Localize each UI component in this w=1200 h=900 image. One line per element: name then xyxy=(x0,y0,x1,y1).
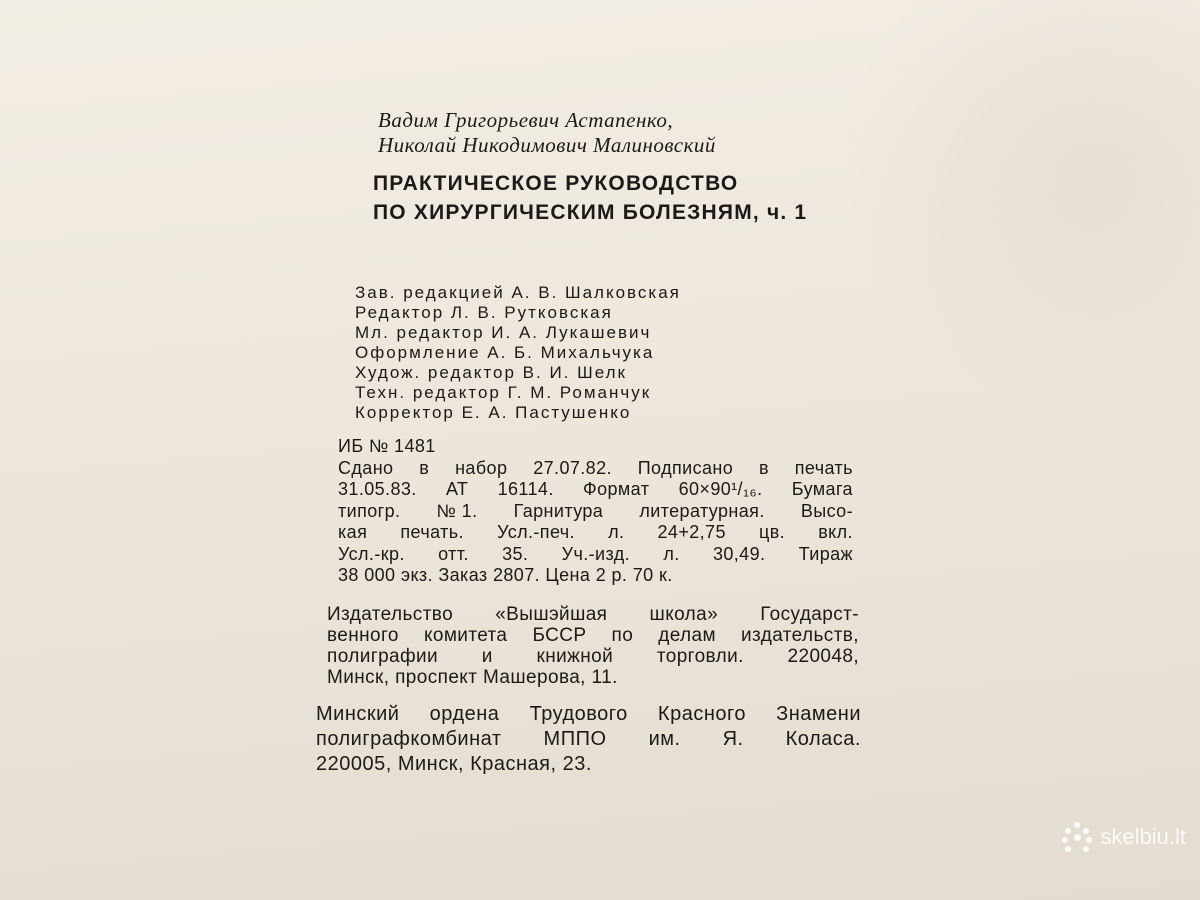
imprint-line xyxy=(338,544,853,566)
publisher-word: и xyxy=(481,646,493,667)
printer-word: полиграфкомбинат xyxy=(316,728,502,750)
imprint-word: Подписано xyxy=(637,457,734,478)
publisher-word: 220048, xyxy=(787,646,859,667)
imprint-word: Усл.-печ. xyxy=(497,522,575,542)
imprint-word: в xyxy=(758,457,769,478)
printer-word: Коласа. xyxy=(785,728,861,750)
publisher-word: Издательство xyxy=(327,604,454,625)
publisher-last-line: Минск, проспект Машерова, 11. xyxy=(327,667,618,688)
printer-word: Я. xyxy=(722,728,744,750)
publisher-line xyxy=(327,625,859,646)
title-line: ПРАКТИЧЕСКОЕ РУКОВОДСТВО xyxy=(373,172,739,195)
imprint-word: цв. xyxy=(759,522,786,542)
dots-logo-icon xyxy=(1062,822,1092,852)
imprint-word: Формат xyxy=(583,479,650,499)
printer-word: Знамени xyxy=(776,703,861,725)
printer-word: ордена xyxy=(429,703,500,725)
imprint-word: Гарнитура xyxy=(513,500,604,521)
credit-line: Редактор Л. В. Рутковская xyxy=(355,303,613,322)
imprint-word: Бумага xyxy=(791,479,853,499)
publisher-line xyxy=(327,646,859,667)
site-watermark xyxy=(1062,822,1186,852)
printer-line xyxy=(316,727,861,752)
credit-line: Зав. редакцией А. В. Шалковская xyxy=(355,283,681,302)
imprint-word: АТ xyxy=(445,479,469,499)
publisher-word: венного xyxy=(327,625,399,646)
publisher-word: школа» xyxy=(649,604,719,625)
printer-block xyxy=(316,702,861,777)
title-line: ПО ХИРУРГИЧЕСКИМ БОЛЕЗНЯМ, ч. 1 xyxy=(373,201,808,224)
imprint-word: л. xyxy=(608,522,625,542)
imprint-word: набор xyxy=(455,457,508,478)
show-through-shadow xyxy=(840,0,1200,420)
imprint-word: 30,49. xyxy=(712,543,766,564)
authors-block xyxy=(378,108,716,158)
book-title xyxy=(373,169,807,227)
imprint-line xyxy=(338,479,853,501)
imprint-word: Высо- xyxy=(800,500,853,521)
watermark-text: skelbiu.lt xyxy=(1100,824,1186,849)
publisher-word: БССР xyxy=(532,625,587,646)
imprint-word: отт. xyxy=(438,543,469,564)
printer-word: им. xyxy=(648,728,681,750)
publisher-line xyxy=(327,604,859,625)
imprint-word: Сдано xyxy=(338,457,394,478)
printer-last-line: 220005, Минск, Красная, 23. xyxy=(316,753,592,775)
imprint-word: вкл. xyxy=(818,522,853,542)
credit-line: Мл. редактор И. А. Лукашевич xyxy=(355,323,652,342)
imprint-word: № 1. xyxy=(436,500,478,521)
imprint-word: 35. xyxy=(502,543,529,564)
publisher-word: «Вышэйшая xyxy=(495,604,608,625)
imprint-last-line: 38 000 экз. Заказ 2807. Цена 2 р. 70 к. xyxy=(338,565,673,585)
author-line: Николай Никодимович Малиновский xyxy=(378,133,716,157)
printer-word: Минский xyxy=(316,703,400,725)
publisher-word: полиграфии xyxy=(327,646,439,667)
publication-imprint xyxy=(338,436,853,587)
imprint-word: л. xyxy=(663,543,680,564)
publisher-word: издательств, xyxy=(741,625,859,646)
publisher-word: Государст- xyxy=(760,604,859,625)
publisher-word: по xyxy=(611,625,634,646)
imprint-word: Уч.-изд. xyxy=(561,543,631,564)
imprint-word: печать. xyxy=(400,522,464,542)
imprint-line xyxy=(338,522,853,544)
printer-word: Красного xyxy=(657,703,746,725)
printer-word: МППО xyxy=(543,728,607,750)
ib-number: ИБ № 1481 xyxy=(338,436,436,456)
credit-line: Техн. редактор Г. М. Романчук xyxy=(355,383,652,402)
imprint-word: кая xyxy=(338,522,368,542)
publisher-word: книжной xyxy=(536,646,614,667)
imprint-word: 31.05.83. xyxy=(338,479,417,499)
imprint-word: 27.07.82. xyxy=(533,457,612,478)
imprint-word: 24+2,75 xyxy=(657,522,726,542)
imprint-word: литературная. xyxy=(639,500,765,521)
publisher-word: торговли. xyxy=(656,646,744,667)
imprint-word: Усл.-кр. xyxy=(338,543,405,564)
publisher-word: комитета xyxy=(423,625,508,646)
credit-line: Корректор Е. А. Пастушенко xyxy=(355,403,632,422)
imprint-word: в xyxy=(419,457,430,478)
imprint-line xyxy=(338,458,853,480)
imprint-word: 60×90¹/₁₆. xyxy=(678,479,763,499)
imprint-word: Тираж xyxy=(798,543,853,564)
credit-line: Оформление А. Б. Михальчука xyxy=(355,343,655,362)
imprint-word: типогр. xyxy=(338,500,401,521)
imprint-line xyxy=(338,501,853,523)
publisher-block xyxy=(327,604,859,688)
printer-line xyxy=(316,702,861,727)
printer-word: Трудового xyxy=(529,703,628,725)
imprint-word: 16114. xyxy=(497,479,554,499)
imprint-word: печать xyxy=(794,457,853,478)
author-line: Вадим Григорьевич Астапенко, xyxy=(378,108,674,132)
credit-line: Худож. редактор В. И. Шелк xyxy=(355,363,627,382)
publisher-word: делам xyxy=(658,625,716,646)
editorial-credits xyxy=(355,283,681,423)
